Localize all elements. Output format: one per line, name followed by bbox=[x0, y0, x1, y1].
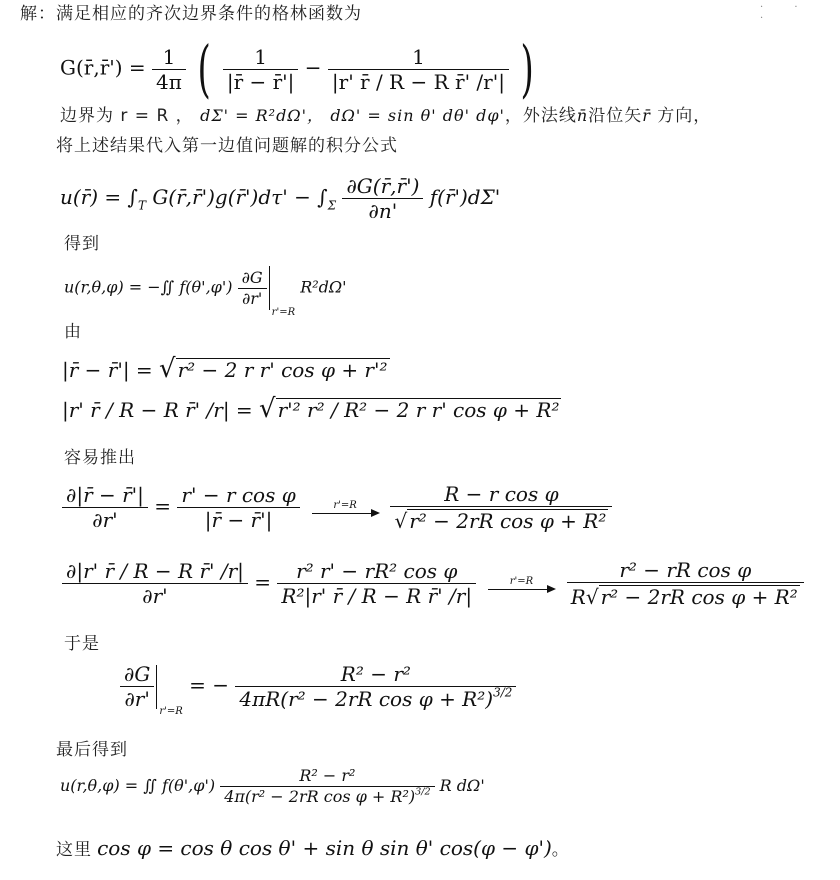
sqrt-sign-2: √ bbox=[259, 394, 276, 424]
g-term2: $\frac{1}{\text{|r' r̄ / R − R r̄' /r'|}}$ bbox=[328, 47, 509, 92]
distance-eq-1 bbox=[62, 356, 390, 382]
d1-lhs: |r̄ − r̄'| = bbox=[62, 358, 160, 382]
from-text: 由 bbox=[64, 322, 82, 342]
cos-definition: cos φ = cos θ cos θ' + sin θ sin θ' cos(φ − φ') bbox=[97, 836, 552, 860]
minus-sign: − bbox=[304, 55, 322, 80]
distance-eq-2 bbox=[62, 396, 561, 422]
left-paren: ( bbox=[197, 32, 212, 105]
sqrt-sign-1: √ bbox=[159, 354, 176, 384]
u-sub-sigma: Σ bbox=[327, 198, 337, 213]
eval-bar bbox=[269, 266, 270, 310]
p1-lhs: $\frac{\partial|r̄ - r̄'|}{\partial r'}$ bbox=[62, 485, 148, 530]
u-sub-T: T bbox=[137, 198, 146, 213]
derive-text: 容易推出 bbox=[64, 448, 136, 468]
g-term1: $\frac{1}{|r̄ - r̄'|}$ bbox=[223, 47, 299, 92]
final-solution bbox=[60, 768, 485, 805]
boundary-line bbox=[60, 108, 711, 125]
equals-1: = bbox=[154, 494, 172, 518]
limit-arrow-1: r'=R bbox=[312, 501, 378, 514]
rbar-symbol: r̄ bbox=[642, 106, 651, 125]
eval-bar-2 bbox=[156, 665, 157, 709]
d1-radicand: r² − 2 r r' cos φ + r'² bbox=[177, 358, 388, 382]
g3-lhs: $\frac{\partial G}{\partial r'}$ bbox=[120, 664, 154, 709]
green-function-equation bbox=[60, 32, 540, 105]
normal-derivative-result bbox=[120, 664, 516, 717]
u1-lhs: u(r,θ,φ) = −∬ f(θ',φ') bbox=[64, 277, 233, 297]
uf-lhs: u(r,θ,φ) = ∬ f(θ',φ') bbox=[60, 776, 216, 795]
p2-lhs: $\frac{\text{∂|r' r̄ / R − R r̄' /r|}}{\partial r'}$ bbox=[62, 561, 248, 606]
uf-kernel: $\frac{\text{R² − r²}}{4\pi(r^2 - 2rR \cos \varphi + R^2)^{3/2}}$ bbox=[220, 768, 434, 805]
equals-2: = bbox=[254, 570, 272, 594]
p2-mid: $\frac{\text{r² r' − rR² cos φ}}{\text{R²|r' r̄ / R − R r̄' /r|}}$ bbox=[277, 561, 476, 606]
nbar-symbol: n̄ bbox=[576, 106, 589, 125]
cos-definition-line bbox=[56, 838, 570, 859]
g3-eval-label: r'=R bbox=[159, 706, 183, 717]
intro-text: 解：满足相应的齐次边界条件的格林函数为 bbox=[20, 4, 362, 24]
substitute-text: 将上述结果代入第一边值问题解的积分公式 bbox=[56, 136, 398, 156]
domega-expr: dΩ' = sin θ' dθ' dφ' bbox=[330, 106, 505, 125]
d2-radicand: r'² r² / R² − 2 r r' cos φ + R² bbox=[277, 398, 560, 422]
limit-arrow-2: r'=R bbox=[488, 577, 554, 590]
thus-text: 于是 bbox=[64, 634, 100, 654]
partial-eq-2 bbox=[62, 560, 804, 607]
p1-result: $\frac{\text{R − r cos φ}}{\text{√ r² − 2rR cos φ + R²}}$ bbox=[390, 484, 612, 531]
outward-text: ，外法线 bbox=[504, 106, 577, 126]
partial-eq-1 bbox=[62, 484, 612, 531]
p1-mid: $\frac{\text{r' − r cos φ}}{|r̄ - r̄'|}$ bbox=[177, 485, 299, 530]
finally-text: 最后得到 bbox=[56, 740, 128, 760]
g3-equals: = − bbox=[189, 673, 229, 697]
right-paren: ) bbox=[520, 32, 535, 105]
u1-tail: R²dΩ' bbox=[300, 277, 347, 297]
u1-eval-label: r'=R bbox=[271, 306, 296, 318]
p2-result: $\frac{\text{r² − rR cos φ}}{\text{R√ r² − 2rR cos φ + R²}}$ bbox=[567, 560, 804, 607]
solution-integral bbox=[64, 266, 347, 318]
direction-text: 方向， bbox=[657, 106, 712, 126]
g-prefactor: $\frac{1}{4\pi}$ bbox=[152, 47, 186, 92]
here-text: 这里 bbox=[56, 840, 92, 860]
integral-formula bbox=[60, 176, 500, 221]
corner-marks: · · · bbox=[760, 2, 812, 24]
period: 。 bbox=[551, 840, 570, 860]
dsigma-expr: dΣ' = R²dΩ'， bbox=[200, 106, 324, 125]
d2-lhs: |r' r̄ / R − R r̄' /r| = bbox=[62, 398, 260, 422]
g3-rhs: $\frac{\text{R² − r²}}{4\pi R(r^2 - 2rR \cos \varphi + R^2)^{3/2}}$ bbox=[235, 664, 516, 709]
get-text: 得到 bbox=[64, 234, 100, 254]
uf-tail: R dΩ' bbox=[439, 776, 485, 795]
u-integral-lhs: u(r̄) = ∫ bbox=[60, 185, 138, 209]
u-integral-tail: f(r̄')dΣ' bbox=[429, 185, 501, 209]
along-text: 沿位矢 bbox=[588, 106, 643, 126]
u1-derivative: $\frac{\partial G}{\partial r'}$ bbox=[238, 270, 267, 307]
normal-derivative: $\frac{\partial G(r̄,r̄')}{\partial n'}$ bbox=[342, 176, 423, 221]
g-lhs: G(r̄,r̄') = bbox=[60, 55, 153, 80]
boundary-prefix: 边界为 r = R ， bbox=[60, 106, 194, 126]
u-integral-mid: G(r̄,r̄')g(r̄')dτ' − ∫ bbox=[152, 185, 328, 209]
